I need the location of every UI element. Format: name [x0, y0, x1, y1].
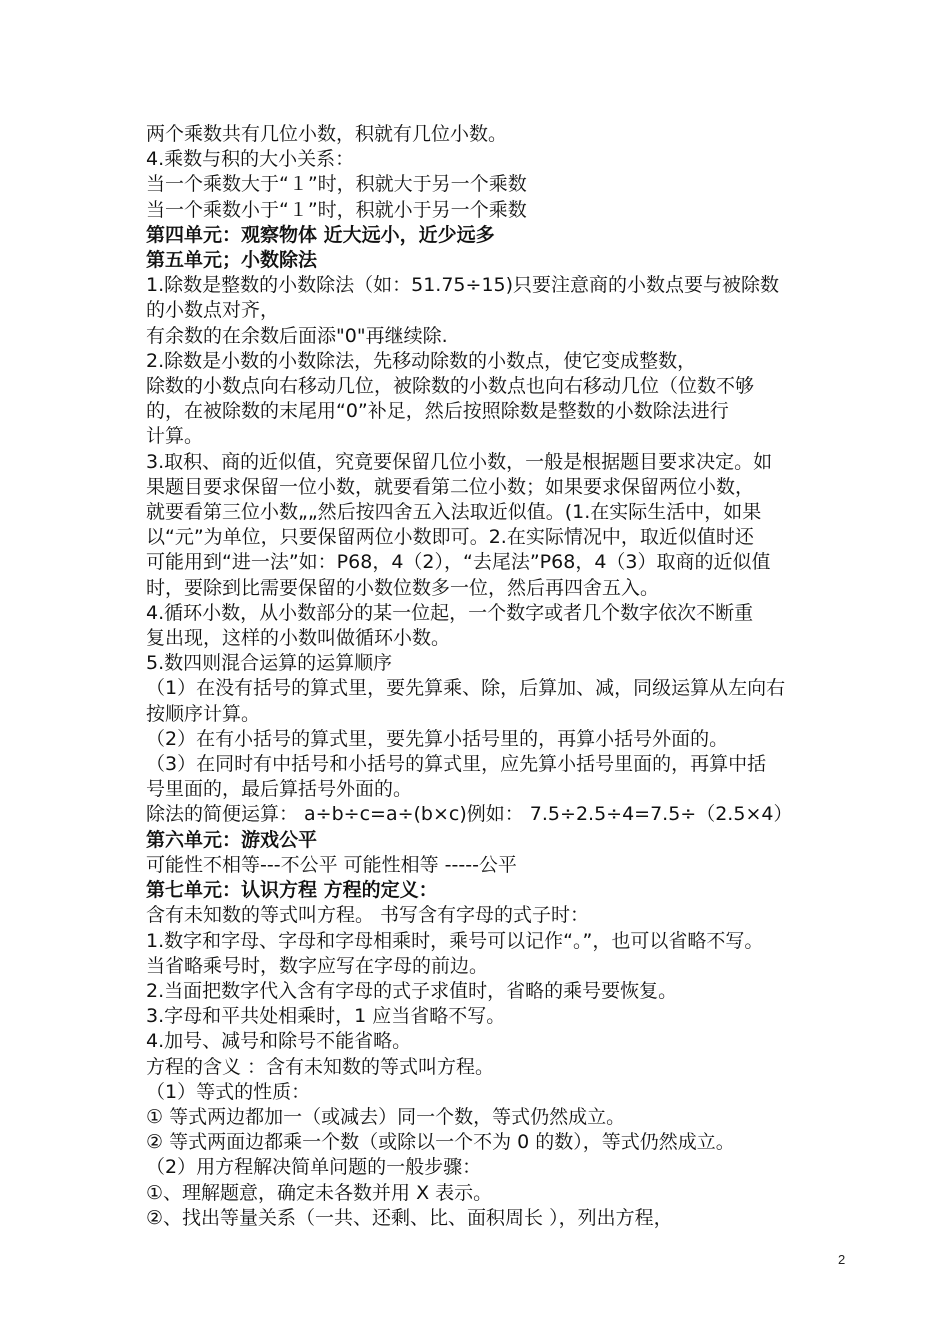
text-line: 3.字母和平共处相乘时，1 应当省略不写。: [146, 1005, 506, 1028]
text-line: 当一个乘数小于“１”时，积就小于另一个乘数: [146, 198, 527, 221]
section-heading: 第五单元；小数除法: [146, 249, 318, 272]
page-body: [146, 122, 866, 1231]
section-heading: 第六单元：游戏公平: [146, 828, 318, 851]
text-line: （2）用方程解决简单问题的一般步骤：: [146, 1156, 482, 1179]
text-line: （1）等式的性质：: [146, 1080, 311, 1103]
text-line: ① 等式两边都加一（或减去）同一个数，等式仍然成立。: [146, 1105, 626, 1128]
text-line: 含有未知数的等式叫方程。 书写含有字母的式子时：: [146, 904, 590, 927]
page-number: 2: [838, 1252, 846, 1267]
text-line: 当一个乘数大于“１”时，积就大于另一个乘数: [146, 173, 527, 196]
text-line: 的小数点对齐，: [146, 299, 280, 322]
text-line: 1.除数是整数的小数除法（如：51.75÷15)只要注意商的小数点要与被除数: [146, 274, 780, 297]
text-line: 方程的含义 ：含有未知数的等式叫方程。: [146, 1055, 495, 1078]
text-line: 复出现，这样的小数叫做循环小数。: [146, 627, 451, 650]
text-line: 就要看第三位小数„„然后按四舍五入法取近似值。(1.在实际生活中，如果: [146, 501, 762, 524]
text-line: 1.数字和字母、字母和字母相乘时，乘号可以记作“。”，也可以省略不写。: [146, 929, 764, 952]
section-heading: 第四单元：观察物体 近大远小，近少远多: [146, 223, 495, 246]
text-line: （3）在同时有中括号和小括号的算式里，应先算小括号里面的，再算中括: [146, 753, 767, 776]
text-line: 当省略乘号时，数字应写在字母的前边。: [146, 954, 489, 977]
text-line: 两个乘数共有几位小数，积就有几位小数。: [146, 123, 508, 145]
text-line: 4.加号、减号和除号不能省略。: [146, 1030, 412, 1053]
text-line: 4.乘数与积的大小关系：: [146, 148, 355, 171]
text-line: 时，要除到比需要保留的小数位数多一位，然后再四舍五入。: [146, 576, 660, 599]
text-line: 4.循环小数，从小数部分的某一位起，一个数字或者几个数字依次不断重: [146, 601, 754, 624]
text-line: （1）在没有括号的算式里，要先算乘、除，后算加、减，同级运算从左向右: [146, 677, 786, 700]
text-line: 可能用到“进一法”如：P68，4（2），“去尾法”P68，4（3）取商的近似值: [146, 551, 771, 574]
text-line: 5.数四则混合运算的运算顺序: [146, 652, 393, 675]
text-line: 除数的小数点向右移动几位，被除数的小数点也向右移动几位（位数不够: [146, 375, 755, 398]
text-line: 2.除数是小数的小数除法，先移动除数的小数点，使它变成整数，: [146, 349, 697, 372]
text-line: ①、理解题意，确定未各数并用 X 表示。: [146, 1181, 493, 1204]
text-line: （2）在有小括号的算式里，要先算小括号里的，再算小括号外面的。: [146, 727, 729, 750]
text-line: ②、找出等量关系（一共、还剩、比、面积周长 ），列出方程，: [146, 1206, 673, 1229]
text-line: 计算。: [146, 425, 204, 448]
text-line: 果题目要求保留一位小数，就要看第二位小数；如果要求保留两位小数，: [146, 475, 755, 498]
text-line: 2.当面把数字代入含有字母的式子求值时，省略的乘号要恢复。: [146, 979, 678, 1002]
text-line: ② 等式两面边都乘一个数（或除以一个不为 0 的数），等式仍然成立。: [146, 1131, 735, 1154]
text-line: 的，在被除数的末尾用“0”补足，然后按照除数是整数的小数除法进行: [146, 400, 729, 423]
text-line: 可能性不相等---不公平 可能性相等 -----公平: [146, 853, 517, 876]
text-line: 按顺序计算。: [146, 702, 261, 725]
text-line: 3.取积、商的近似值，究竟要保留几位小数，一般是根据题目要求决定。如: [146, 450, 773, 473]
text-line: 号里面的，最后算括号外面的。: [146, 778, 413, 801]
text-line: 以“元”为单位，只要保留两位小数即可。2.在实际情况中，取近似值时还: [146, 526, 754, 549]
text-line: 有余数的在余数后面添"0"再继续除.: [146, 324, 448, 347]
text-line: 除法的简便运算： a÷b÷c=a÷(b×c)例如： 7.5÷2.5÷4=7.5÷（2.5×4）: [146, 803, 793, 826]
section-heading: 第七单元：认识方程 方程的定义：: [146, 879, 438, 902]
